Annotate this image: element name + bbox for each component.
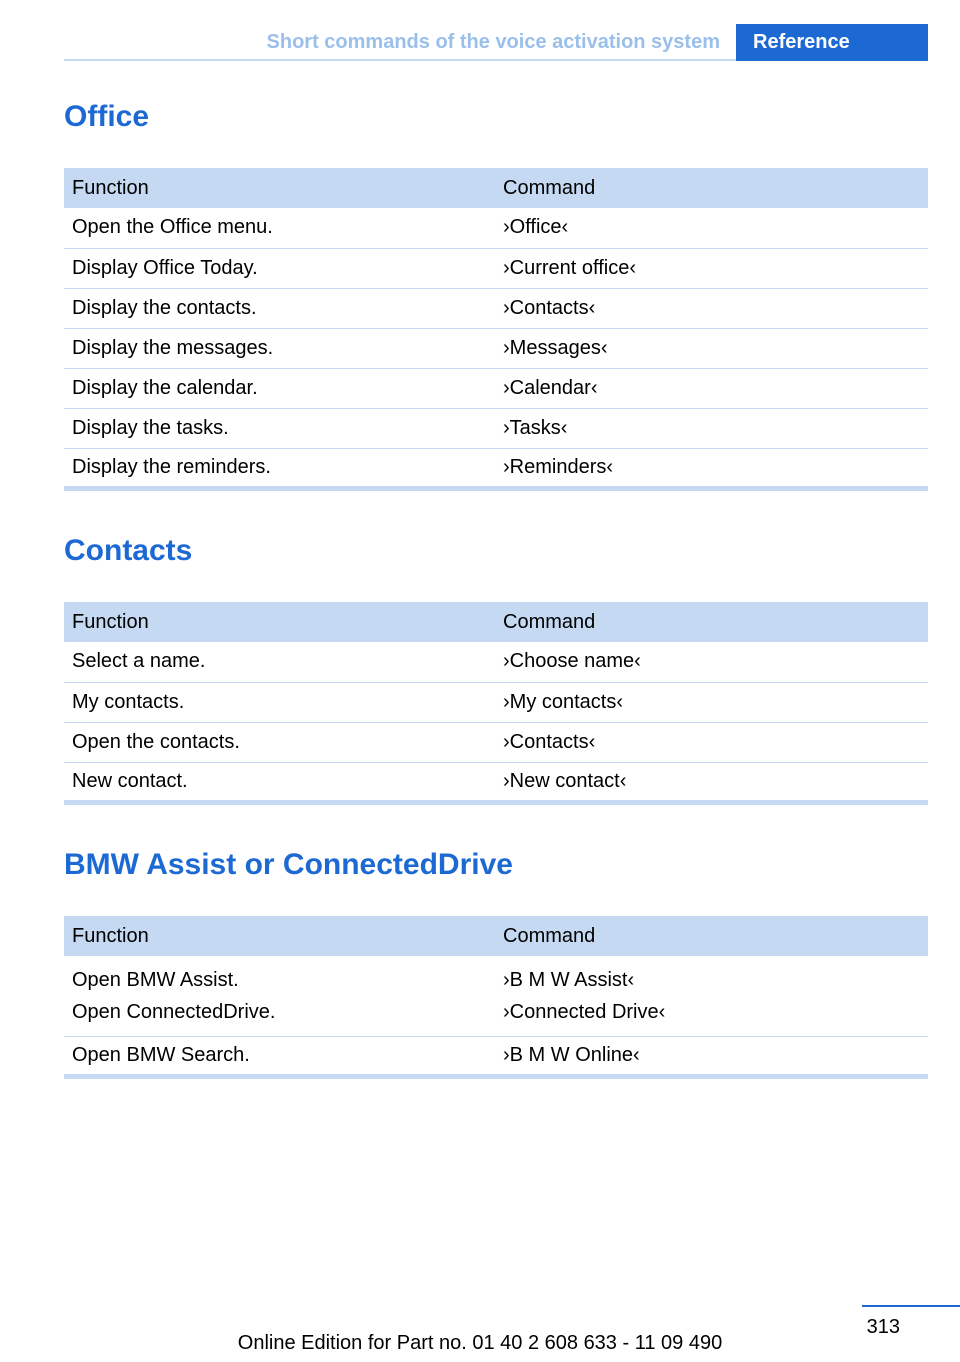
table-row: [64, 408, 928, 448]
function-cell: Display the contacts.: [64, 288, 495, 328]
table-row: [64, 1037, 928, 1077]
table-row: [64, 368, 928, 408]
section-title-bmw-assist: BMW Assist or ConnectedDrive: [64, 848, 513, 881]
command-line: ›B M W Assist‹: [503, 969, 635, 991]
command-cell: ›Calendar‹: [495, 368, 928, 408]
command-cell: ›Messages‹: [495, 328, 928, 368]
function-cell: [64, 956, 495, 1037]
table-row: [64, 762, 928, 802]
column-header-function: Function: [64, 602, 495, 642]
function-cell: Display the tasks.: [64, 408, 495, 448]
function-cell: Open the contacts.: [64, 722, 495, 762]
function-cell: Display the calendar.: [64, 368, 495, 408]
function-cell: Display Office Today.: [64, 248, 495, 288]
table-row: [64, 208, 928, 248]
table-row: [64, 642, 928, 682]
command-cell: ›My contacts‹: [495, 682, 928, 722]
contacts-command-table: [64, 602, 928, 805]
command-cell: ›Contacts‹: [495, 288, 928, 328]
footer-edition-note: Online Edition for Part no. 01 40 2 608 633 - 11 09 490: [237, 1332, 723, 1354]
table-header-row: [64, 916, 928, 956]
function-line: Open BMW Assist.: [72, 969, 239, 991]
function-cell: New contact.: [64, 762, 495, 802]
command-line: ›Connected Drive‹: [503, 1001, 666, 1023]
command-cell: ›Reminders‹: [495, 448, 928, 488]
command-cell: ›Choose name‹: [495, 642, 928, 682]
function-cell: Open the Office menu.: [64, 208, 495, 248]
column-header-function: Function: [64, 168, 495, 208]
command-cell: ›Tasks‹: [495, 408, 928, 448]
section-title-office: Office: [64, 100, 150, 133]
section-title-contacts: Contacts: [64, 534, 193, 567]
header-title: Short commands of the voice activation system: [266, 31, 720, 53]
table-row: [64, 722, 928, 762]
command-cell: ›Office‹: [495, 208, 928, 248]
function-cell: Display the messages.: [64, 328, 495, 368]
page-number-rule: [862, 1305, 960, 1307]
command-cell: [495, 956, 928, 1037]
command-cell: ›Contacts‹: [495, 722, 928, 762]
table-row: [64, 288, 928, 328]
table-header-row: [64, 602, 928, 642]
function-cell: Select a name.: [64, 642, 495, 682]
column-header-command: Command: [495, 916, 928, 956]
page-number: 313: [866, 1316, 900, 1338]
table-row: [64, 682, 928, 722]
function-cell: Open BMW Search.: [64, 1037, 495, 1077]
table-row: [64, 448, 928, 488]
office-command-table: [64, 168, 928, 491]
bmw-assist-command-table: [64, 916, 928, 1079]
function-line: Open ConnectedDrive.: [72, 1001, 276, 1023]
command-cell: ›Current office‹: [495, 248, 928, 288]
running-header: [64, 24, 928, 61]
table-header-row: [64, 168, 928, 208]
command-cell: ›B M W Online‹: [495, 1037, 928, 1077]
table-row: [64, 248, 928, 288]
command-cell: ›New contact‹: [495, 762, 928, 802]
function-cell: My contacts.: [64, 682, 495, 722]
table-row: [64, 328, 928, 368]
table-row: [64, 956, 928, 1037]
column-header-function: Function: [64, 916, 495, 956]
function-cell: Display the reminders.: [64, 448, 495, 488]
column-header-command: Command: [495, 168, 928, 208]
column-header-command: Command: [495, 602, 928, 642]
header-tab-reference: Reference: [736, 24, 928, 61]
